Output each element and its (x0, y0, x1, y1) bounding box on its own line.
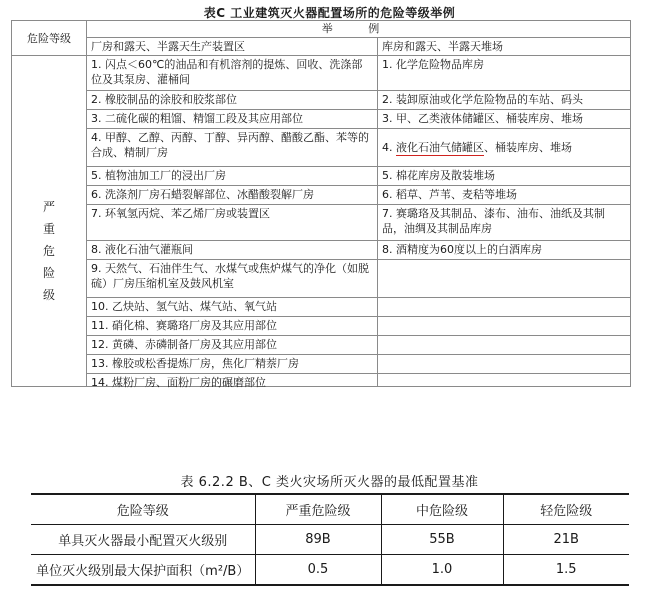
hazard-level-examples-table (11, 20, 631, 387)
subheader-factory: 厂房和露天、半露天生产装置区 (87, 38, 378, 56)
table-row: 4. 甲醇、乙醇、丙醇、丁醇、异丙醇、醋酸乙酯、苯等的合成、精制厂房 (87, 129, 378, 167)
value-cell: 0.5 (255, 555, 381, 586)
table-row (378, 260, 631, 298)
table-row: 1. 化学危险物品库房 (378, 56, 631, 91)
table-row: 10. 乙炔站、氢气站、煤气站、氧气站 (87, 298, 378, 317)
table-row: 6. 稻草、芦苇、麦秸等堆场 (378, 186, 631, 205)
value-cell: 21B (503, 525, 629, 555)
row-label-max-area: 单位灭火级别最大保护面积（m²/B） (31, 555, 255, 586)
table-row: 11. 硝化棉、赛璐珞厂房及其应用部位 (87, 317, 378, 336)
underlined-text: 液化石油气储罐区 (396, 141, 484, 154)
table-row: 5. 棉花库房及散装堆场 (378, 167, 631, 186)
table-row-cut (378, 374, 631, 387)
row-rest-text: 、桶装库房、堆场 (484, 141, 572, 154)
table-row: 5. 植物油加工厂的浸出厂房 (87, 167, 378, 186)
table-row-highlighted (378, 129, 631, 167)
table-row: 8. 酒精度为60度以上的白酒库房 (378, 241, 631, 260)
header-hazard-level: 危险等级 (31, 494, 255, 525)
table-row: 3. 甲、乙类液体储罐区、桶装库房、堆场 (378, 110, 631, 129)
table-row: 2. 装卸原油或化学危险物品的车站、码头 (378, 91, 631, 110)
header-light: 轻危险级 (503, 494, 629, 525)
table-row-cut: 14. 煤粉厂房、面粉厂房的碾磨部位 (87, 374, 378, 387)
table-row: 3. 二硫化碳的粗馏、精馏工段及其应用部位 (87, 110, 378, 129)
table-c-title: 表C 工业建筑灭火器配置场所的危险等级举例 (203, 6, 456, 20)
header-severe: 严重危险级 (255, 494, 381, 525)
value-cell: 1.5 (503, 555, 629, 586)
table-row (378, 317, 631, 336)
table-row (378, 336, 631, 355)
value-cell: 1.0 (381, 555, 503, 586)
value-cell: 89B (255, 525, 381, 555)
table-row: 8. 液化石油气灌瓶间 (87, 241, 378, 260)
header-hazard-level: 危险等级 (12, 21, 87, 56)
subheader-storage: 库房和露天、半露天堆场 (378, 38, 631, 56)
table-row: 12. 黄磷、赤磷制备厂房及其应用部位 (87, 336, 378, 355)
table-row: 7. 赛璐珞及其制品、漆布、油布、油纸及其制品，油绸及其制品库房 (378, 205, 631, 241)
table-row: 13. 橡胶或松香提炼厂房，焦化厂精萘厂房 (87, 355, 378, 374)
table-row: 9. 天然气、石油伴生气、水煤气或焦炉煤气的净化（如脱硫）厂房压缩机室及鼓风机室 (87, 260, 378, 298)
table-row: 7. 环氧氢丙烷、苯乙烯厂房或装置区 (87, 205, 378, 241)
severe-hazard-label: 严重危险级 (43, 200, 56, 302)
table-row: 1. 闪点＜60℃的油品和有机溶剂的提炼、回收、洗涤部位及其泵房、灌桶间 (87, 56, 378, 91)
row-number: 4. (382, 141, 396, 154)
header-examples: 举 例 (87, 21, 631, 38)
header-medium: 中危险级 (381, 494, 503, 525)
table-622-title: 表 6.2.2 B、C 类火灾场所灭火器的最低配置基准 (180, 475, 479, 490)
table-row (378, 298, 631, 317)
table-row: 2. 橡胶制品的涂胶和胶浆部位 (87, 91, 378, 110)
table-row: 6. 洗涤剂厂房石蜡裂解部位、冰醋酸裂解厂房 (87, 186, 378, 205)
table-row (378, 355, 631, 374)
min-config-table (31, 493, 629, 586)
row-label-min-rating: 单具灭火器最小配置灭火级别 (31, 525, 255, 555)
value-cell: 55B (381, 525, 503, 555)
